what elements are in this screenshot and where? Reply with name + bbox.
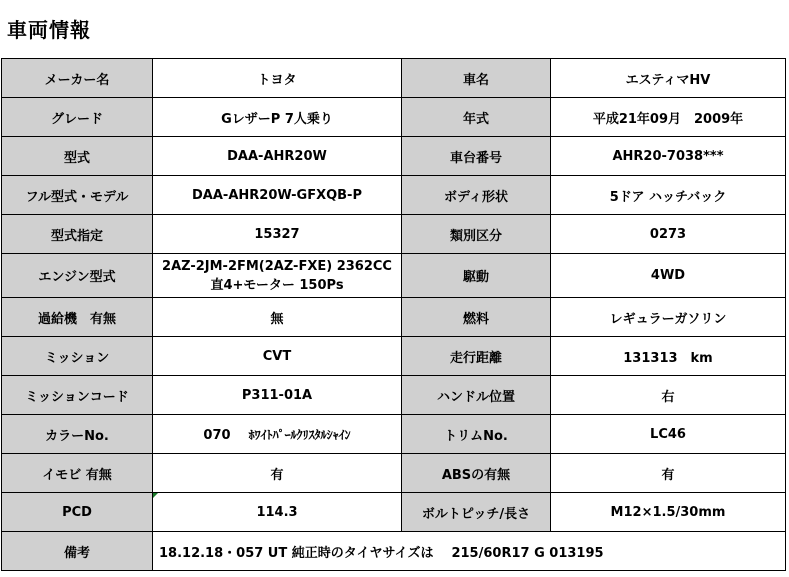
field-value: 4WD xyxy=(551,254,786,298)
field-label: カラーNo. xyxy=(2,415,153,454)
table-row xyxy=(2,137,786,176)
field-label: 過給機 有無 xyxy=(2,298,153,337)
engine-line-1: 2AZ-2JM-2FM(2AZ-FXE) 2362CC xyxy=(162,258,392,274)
engine-value xyxy=(153,254,402,298)
field-value: 平成21年09月 2009年 xyxy=(551,98,786,137)
table-row xyxy=(2,98,786,137)
field-value: 15327 xyxy=(153,215,402,254)
color-value xyxy=(153,415,402,454)
table-row-color xyxy=(2,415,786,454)
field-value: DAA-AHR20W-GFXQB-P xyxy=(153,176,402,215)
field-label: ミッション xyxy=(2,337,153,376)
field-value: M12×1.5/30mm xyxy=(551,493,786,532)
vehicle-info-table xyxy=(1,58,786,571)
field-value xyxy=(153,493,402,532)
engine-line-2: 直4+モーター 150Ps xyxy=(210,277,344,293)
field-value: トヨタ xyxy=(153,59,402,98)
field-label: ボルトピッチ/長さ xyxy=(402,493,551,532)
field-value: 131313 km xyxy=(551,337,786,376)
table-row-engine xyxy=(2,254,786,298)
field-value: レギュラーガソリン xyxy=(551,298,786,337)
field-value: 無 xyxy=(153,298,402,337)
field-label: 型式指定 xyxy=(2,215,153,254)
field-label: フル型式・モデル xyxy=(2,176,153,215)
field-label: 年式 xyxy=(402,98,551,137)
pcd-value: 114.3 xyxy=(256,504,298,520)
note-text-a: 18.12.18・057 UT 純正時のタイヤサイズは xyxy=(159,545,434,561)
field-label: トリムNo. xyxy=(402,415,551,454)
table-row xyxy=(2,337,786,376)
field-value: LC46 xyxy=(551,415,786,454)
field-label: PCD xyxy=(2,493,153,532)
field-label: 車名 xyxy=(402,59,551,98)
field-label: ボディ形状 xyxy=(402,176,551,215)
field-value: 5ドア ハッチバック xyxy=(551,176,786,215)
field-value: P311-01A xyxy=(153,376,402,415)
page-title: 車両情報 xyxy=(7,18,91,42)
field-value: 0273 xyxy=(551,215,786,254)
table-row xyxy=(2,454,786,493)
note-text-b: 215/60R17 G 013195 xyxy=(451,545,604,561)
note-label: 備考 xyxy=(2,532,153,571)
field-label: ハンドル位置 xyxy=(402,376,551,415)
table-row xyxy=(2,176,786,215)
color-code: 070 xyxy=(203,427,231,443)
field-label: メーカー名 xyxy=(2,59,153,98)
table-row-note xyxy=(2,532,786,571)
color-name: ﾎﾜｲﾄﾊﾟｰﾙｸﾘｽﾀﾙｼｬｲﾝ xyxy=(248,427,351,442)
table-row xyxy=(2,493,786,532)
table-row xyxy=(2,59,786,98)
field-label: エンジン型式 xyxy=(2,254,153,298)
table-row xyxy=(2,298,786,337)
field-label: グレード xyxy=(2,98,153,137)
table-row xyxy=(2,215,786,254)
field-value: CVT xyxy=(153,337,402,376)
note-value xyxy=(153,532,786,571)
field-value: 有 xyxy=(153,454,402,493)
field-value: 有 xyxy=(551,454,786,493)
field-label: 駆動 xyxy=(402,254,551,298)
field-value: 右 xyxy=(551,376,786,415)
cell-comment-marker xyxy=(153,493,158,498)
field-value: エスティマHV xyxy=(551,59,786,98)
field-label: ミッションコード xyxy=(2,376,153,415)
field-value: GレザーP 7人乗り xyxy=(153,98,402,137)
field-label: 車台番号 xyxy=(402,137,551,176)
field-value: DAA-AHR20W xyxy=(153,137,402,176)
field-label: 走行距離 xyxy=(402,337,551,376)
table-row xyxy=(2,376,786,415)
field-label: ABSの有無 xyxy=(402,454,551,493)
field-label: 類別区分 xyxy=(402,215,551,254)
field-label: 燃料 xyxy=(402,298,551,337)
field-label: イモビ 有無 xyxy=(2,454,153,493)
field-label: 型式 xyxy=(2,137,153,176)
field-value: AHR20-7038*** xyxy=(551,137,786,176)
